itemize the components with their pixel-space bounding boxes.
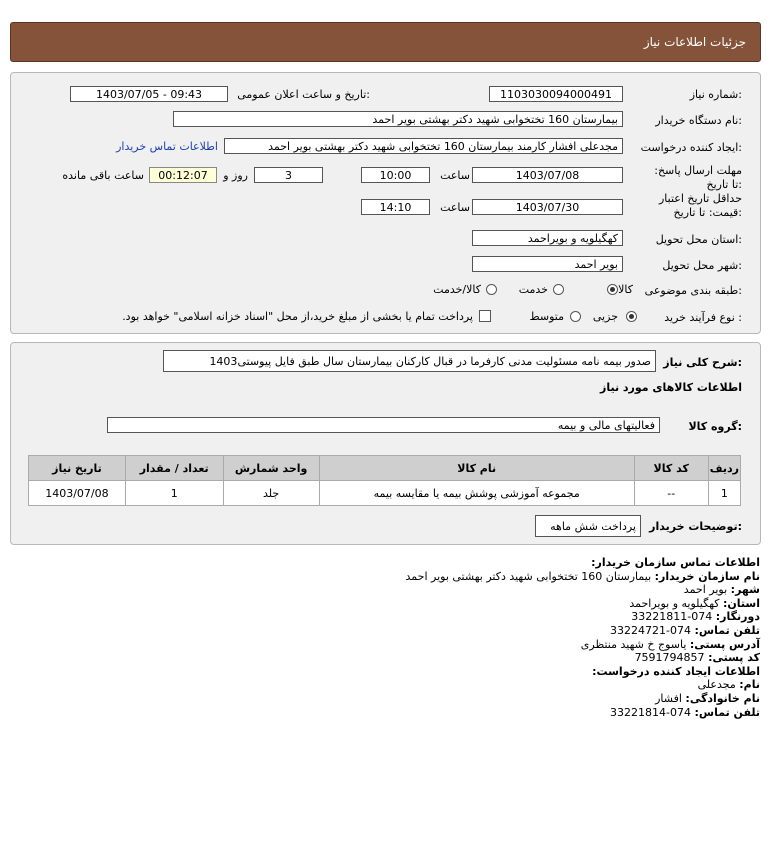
creator-name-label: نام: (739, 678, 760, 692)
validity-time-label: ساعت (440, 201, 470, 214)
announce-field: 1403/07/05 - 09:43 (70, 86, 228, 102)
province-label: استان محل تحویل: (655, 233, 742, 246)
creator-family: افشار (655, 691, 682, 705)
contact-phone: 074-33224721 (610, 623, 692, 637)
contact-org: بیمارستان 160 تختخوابی شهید دکتر بهشتی بویر احمد (405, 569, 652, 583)
creator-phone-label: تلفن تماس: (694, 705, 760, 719)
city-field: بویر احمد (472, 256, 623, 272)
buyer-contact-link[interactable]: اطلاعات تماس خریدار (116, 140, 218, 153)
goods-info-title: اطلاعات کالاهای مورد نیاز (600, 381, 742, 394)
contact-address-label: آدرس پستی: (689, 637, 760, 651)
table-row[interactable] (29, 481, 741, 506)
contact-fax-label: دورنگار: (715, 610, 760, 624)
category-radio-service[interactable] (553, 284, 564, 295)
contact-org-label: نام سازمان خریدار: (654, 569, 760, 583)
cell-unit: جلد (223, 481, 319, 506)
validity-time-field: 14:10 (361, 199, 430, 215)
days-field: 3 (254, 167, 323, 183)
cell-need-date: 1403/07/08 (29, 481, 126, 506)
col-unit: واحد شمارش (223, 456, 319, 481)
validity-date-field: 1403/07/30 (472, 199, 623, 215)
city-label: شهر محل تحویل: (662, 259, 742, 272)
category-option-goods: کالا (618, 283, 633, 296)
contact-province: کهگیلویه و بویراحمد (629, 596, 720, 610)
col-code: کد کالا (634, 456, 708, 481)
contact-address: یاسوج خ شهید منتظری (580, 637, 687, 651)
deadline-time-field: 10:00 (361, 167, 430, 183)
contact-city: بویر احمد (683, 583, 728, 597)
validity-label: حداقل تاریخ اعتبار قیمت: تا تاریخ: (658, 192, 742, 219)
category-radio-goods[interactable] (607, 284, 618, 295)
creator-phone: 074-33221814 (610, 705, 692, 719)
treasury-checkbox[interactable] (479, 310, 491, 322)
cell-qty: 1 (125, 481, 223, 506)
creator-info-title: اطلاعات ایجاد کننده درخواست: (592, 664, 760, 678)
days-label: روز و (223, 169, 248, 182)
deadline-label: مهلت ارسال پاسخ: تا تاریخ: (654, 164, 742, 191)
category-radio-goods-service[interactable] (486, 284, 497, 295)
contact-postal: 7591794857 (634, 651, 705, 665)
col-qty: تعداد / مقدار (125, 456, 223, 481)
process-label: نوع فرآیند خرید : (664, 311, 742, 324)
buyer-org-field: بیمارستان 160 تختخوابی شهید دکتر بهشتی بویر احمد (173, 111, 623, 127)
col-row: ردیف (708, 456, 740, 481)
contact-postal-label: کد پستی: (708, 651, 760, 665)
cell-row: 1 (708, 481, 740, 506)
table-header-row (29, 456, 741, 481)
col-need-date: تاریخ نیاز (29, 456, 126, 481)
payment-note: پرداخت تمام یا بخشی از مبلغ خرید،از محل "اسناد خزانه اسلامی" خواهد بود. (122, 310, 473, 323)
contact-city-label: شهر: (730, 583, 760, 597)
need-no-field: 1103030094000491 (489, 86, 623, 102)
contact-fax: 074-33221811 (631, 610, 713, 624)
creator-family-label: نام خانوادگی: (685, 691, 760, 705)
process-radio-medium[interactable] (570, 311, 581, 322)
process-option-medium: متوسط (529, 310, 564, 323)
creator-label: ایجاد کننده درخواست: (640, 141, 742, 154)
deadline-time-label: ساعت (440, 169, 470, 182)
contact-phone-label: تلفن تماس: (694, 623, 760, 637)
cell-code: -- (634, 481, 708, 506)
buyer-org-label: نام دستگاه خریدار: (655, 114, 742, 127)
announce-label: تاریخ و ساعت اعلان عمومی: (237, 88, 370, 101)
contact-province-label: استان: (723, 596, 760, 610)
category-option-goods-service: کالا/خدمت (433, 283, 481, 296)
deadline-date-field: 1403/07/08 (472, 167, 623, 183)
remaining-time-field: 00:12:07 (149, 167, 217, 183)
buyer-contact-section (10, 556, 760, 719)
creator-name: مجدعلی (697, 678, 736, 692)
buyer-notes-label: توضیحات خریدار: (649, 520, 742, 533)
process-option-minor: جزیی (592, 310, 618, 323)
description-field: صدور بیمه نامه مسئولیت مدنی کارفرما در قبال کارکنان بیمارستان سال طبق فایل پیوستی1403 (163, 350, 656, 372)
buyer-notes-field: پرداخت شش ماهه (535, 515, 641, 537)
col-name: نام کالا (319, 456, 634, 481)
category-label: طبقه بندی موضوعی: (644, 284, 742, 297)
province-field: کهگیلویه و بویراحمد (472, 230, 623, 246)
category-option-service: خدمت (518, 283, 548, 296)
cell-name: مجموعه آموزشی پوشش بیمه یا مقایسه بیمه (319, 481, 634, 506)
page-header (10, 22, 761, 62)
page-title: جزئیات اطلاعات نیاز (643, 35, 746, 49)
group-field: فعالیتهای مالی و بیمه (107, 417, 660, 433)
remaining-label: ساعت باقی مانده (62, 169, 144, 182)
description-label: شرح کلی نیاز: (663, 356, 742, 369)
process-radio-minor[interactable] (626, 311, 637, 322)
goods-table (28, 455, 741, 506)
need-no-label: شماره نیاز: (689, 88, 742, 101)
contact-title: اطلاعات تماس سازمان خریدار: (591, 556, 760, 569)
creator-field: مجدعلی افشار کارمند بیمارستان 160 تختخوابی شهید دکتر بهشتی بویر احمد (224, 138, 623, 154)
details-panel (10, 342, 761, 545)
group-label: گروه کالا: (688, 420, 742, 433)
